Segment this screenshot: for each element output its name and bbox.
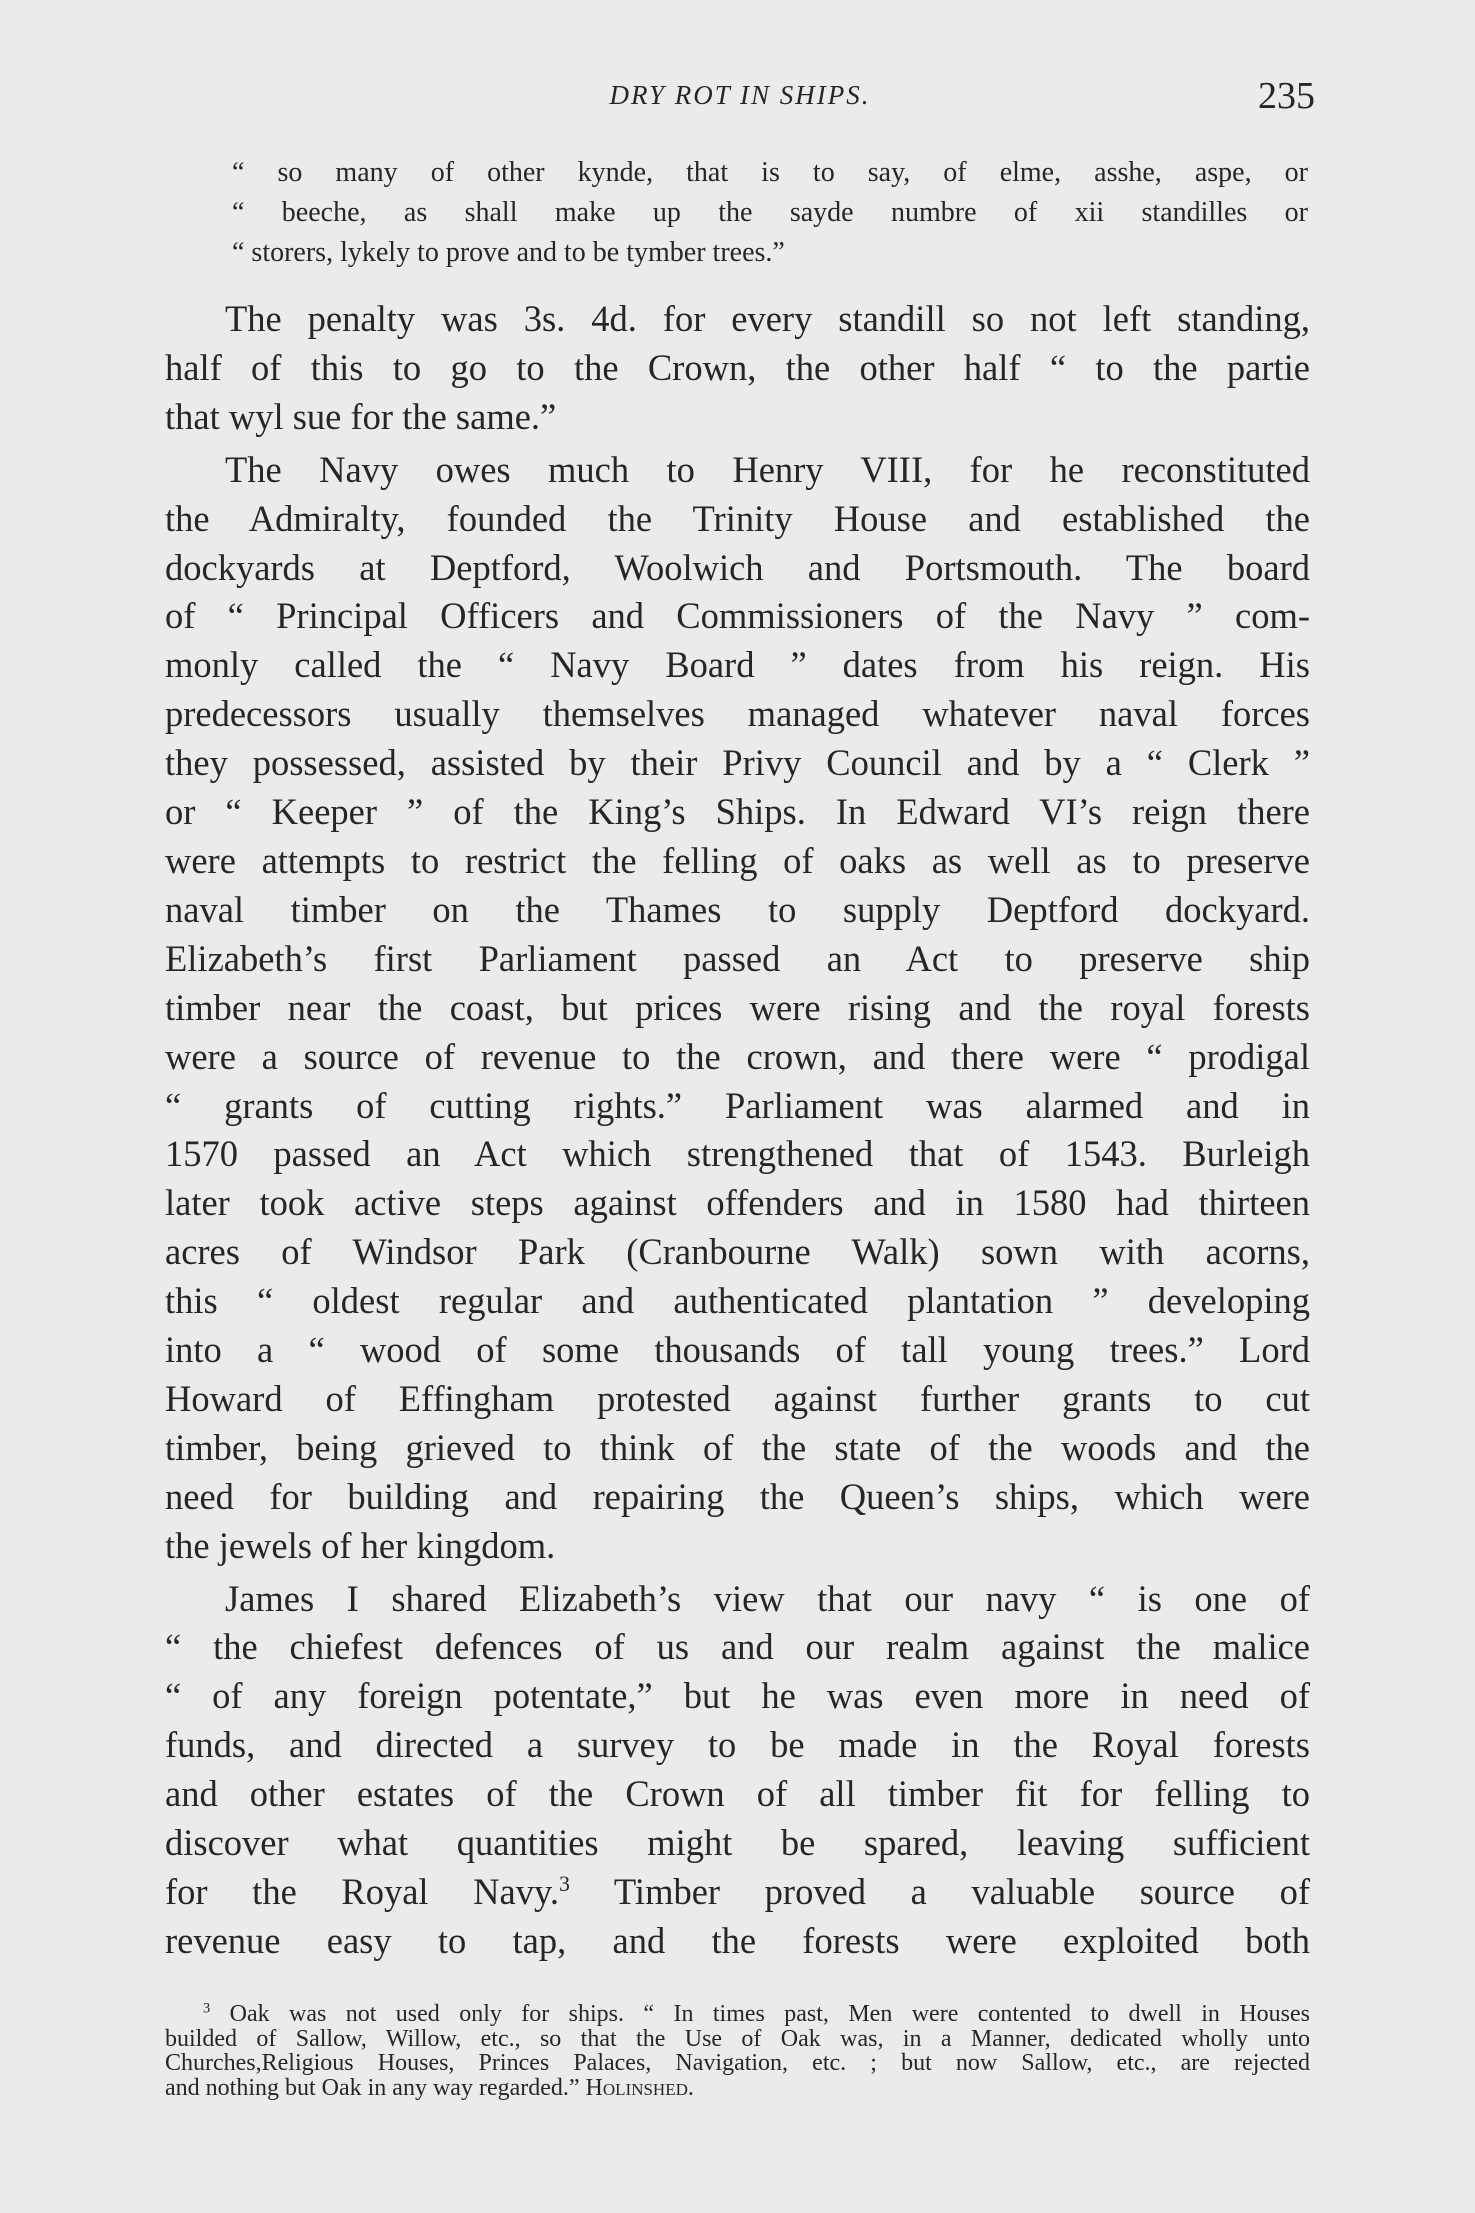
- text-line: discover what quantities might be spared, leaving sufficient: [165, 1822, 1310, 1864]
- text-line: “ of any foreign potentate,” but he was even more in need of: [165, 1675, 1310, 1717]
- text-line: monly called the “ Navy Board ” dates from his reign. His: [165, 644, 1310, 686]
- footnote-text: Oak was not used only for ships. “ In times past, Men were contented to dwell in Houses: [229, 2001, 1310, 2027]
- note-reference[interactable]: 3: [559, 1870, 570, 1896]
- text-line: need for building and repairing the Queen’s ships, which were: [165, 1475, 1310, 1517]
- text-line: the Admiralty, founded the Trinity House and established the: [165, 497, 1310, 539]
- footnote-text: and nothing but Oak in any way regarded.”: [165, 2074, 580, 2101]
- body-text: [165, 295, 1310, 1966]
- text-line: later took active steps against offenders and in 1580 had thirteen: [165, 1182, 1310, 1224]
- text-line: were a source of revenue to the crown, and there were “ prodigal: [165, 1035, 1310, 1077]
- text-line: timber, being grieved to think of the state of the woods and the: [165, 1426, 1310, 1468]
- text-line: Howard of Effingham protested against further grants to cut: [165, 1377, 1310, 1419]
- text-line: funds, and directed a survey to be made in the Royal forests: [165, 1724, 1310, 1766]
- text-line: revenue easy to tap, and the forests were exploited both: [165, 1919, 1310, 1961]
- footnote-marker: 3: [203, 2000, 211, 2017]
- text-line: were attempts to restrict the felling of oaks as well as to preserve: [165, 839, 1310, 881]
- text-line: predecessors usually themselves managed whatever naval forces: [165, 693, 1310, 735]
- text-line: they possessed, assisted by their Privy Council and by a “ Clerk ”: [165, 742, 1310, 784]
- text-fragment: Timber proved a valuable source of: [613, 1871, 1310, 1912]
- text-line: that wyl sue for the same.”: [165, 395, 557, 437]
- quote-line: “ storers, lykely to prove and to be tymber trees.”: [232, 237, 785, 268]
- footnote: [165, 2002, 1310, 2100]
- footnote-line: [165, 2002, 1310, 2027]
- footnote-line: Churches,Religious Houses, Princes Palaces, Navigation, etc. ; but now Sallow, etc., are rejected: [165, 2050, 1310, 2076]
- quote-line: “ so many of other kynde, that is to say, of elme, asshe, aspe, or: [232, 157, 1308, 188]
- block-quote: [232, 153, 1308, 273]
- text-fragment: for the Royal Navy.: [165, 1871, 559, 1912]
- running-title: DRY ROT IN SHIPS.: [609, 80, 871, 110]
- text-line: The penalty was 3s. 4d. for every standill so not left standing,: [225, 298, 1310, 339]
- running-head: [165, 75, 1315, 120]
- text-line: of “ Principal Officers and Commissioners of the Navy ” com-: [165, 595, 1310, 637]
- text-line: dockyards at Deptford, Woolwich and Portsmouth. The board: [165, 546, 1310, 588]
- footnote-line: builded of Sallow, Willow, etc., so that the Use of Oak was, in a Manner, dedicated wholly unto: [165, 2025, 1310, 2052]
- paragraph-james: [165, 1575, 1310, 1966]
- text-line: acres of Windsor Park (Cranbourne Walk) sown with acorns,: [165, 1231, 1310, 1273]
- text-line: into a “ wood of some thousands of tall young trees.” Lord: [165, 1329, 1310, 1371]
- text-line: the jewels of her kingdom.: [165, 1524, 556, 1566]
- paragraph-navy: [165, 446, 1310, 1571]
- text-line: Elizabeth’s first Parliament passed an Act to preserve ship: [165, 937, 1310, 979]
- text-line: half of this to go to the Crown, the other half “ to the partie: [165, 346, 1310, 388]
- text-line: “ the chiefest defences of us and our realm against the malice: [165, 1626, 1310, 1668]
- paragraph-penalty: [165, 295, 1310, 442]
- footnote-source: Holinshed.: [585, 2074, 694, 2101]
- text-line: this “ oldest regular and authenticated plantation ” developing: [165, 1280, 1310, 1322]
- page-number: 235: [1258, 75, 1315, 117]
- quote-line: “ beeche, as shall make up the sayde numbre of xii standilles or: [232, 197, 1308, 228]
- text-line: or “ Keeper ” of the King’s Ships. In Edward VI’s reign there: [165, 791, 1310, 833]
- text-line-with-note: [165, 1868, 1310, 1917]
- text-line: and other estates of the Crown of all timber fit for felling to: [165, 1773, 1310, 1815]
- text-line: James I shared Elizabeth’s view that our navy “ is one of: [225, 1577, 1310, 1619]
- text-line: timber near the coast, but prices were rising and the royal forests: [165, 986, 1310, 1028]
- text-line: The Navy owes much to Henry VIII, for he reconstituted: [225, 448, 1310, 490]
- footnote-line: [165, 2076, 1310, 2101]
- text-line: 1570 passed an Act which strengthened that of 1543. Burleigh: [165, 1133, 1310, 1175]
- text-line: “ grants of cutting rights.” Parliament was alarmed and in: [165, 1084, 1310, 1126]
- text-line: naval timber on the Thames to supply Deptford dockyard.: [165, 888, 1310, 930]
